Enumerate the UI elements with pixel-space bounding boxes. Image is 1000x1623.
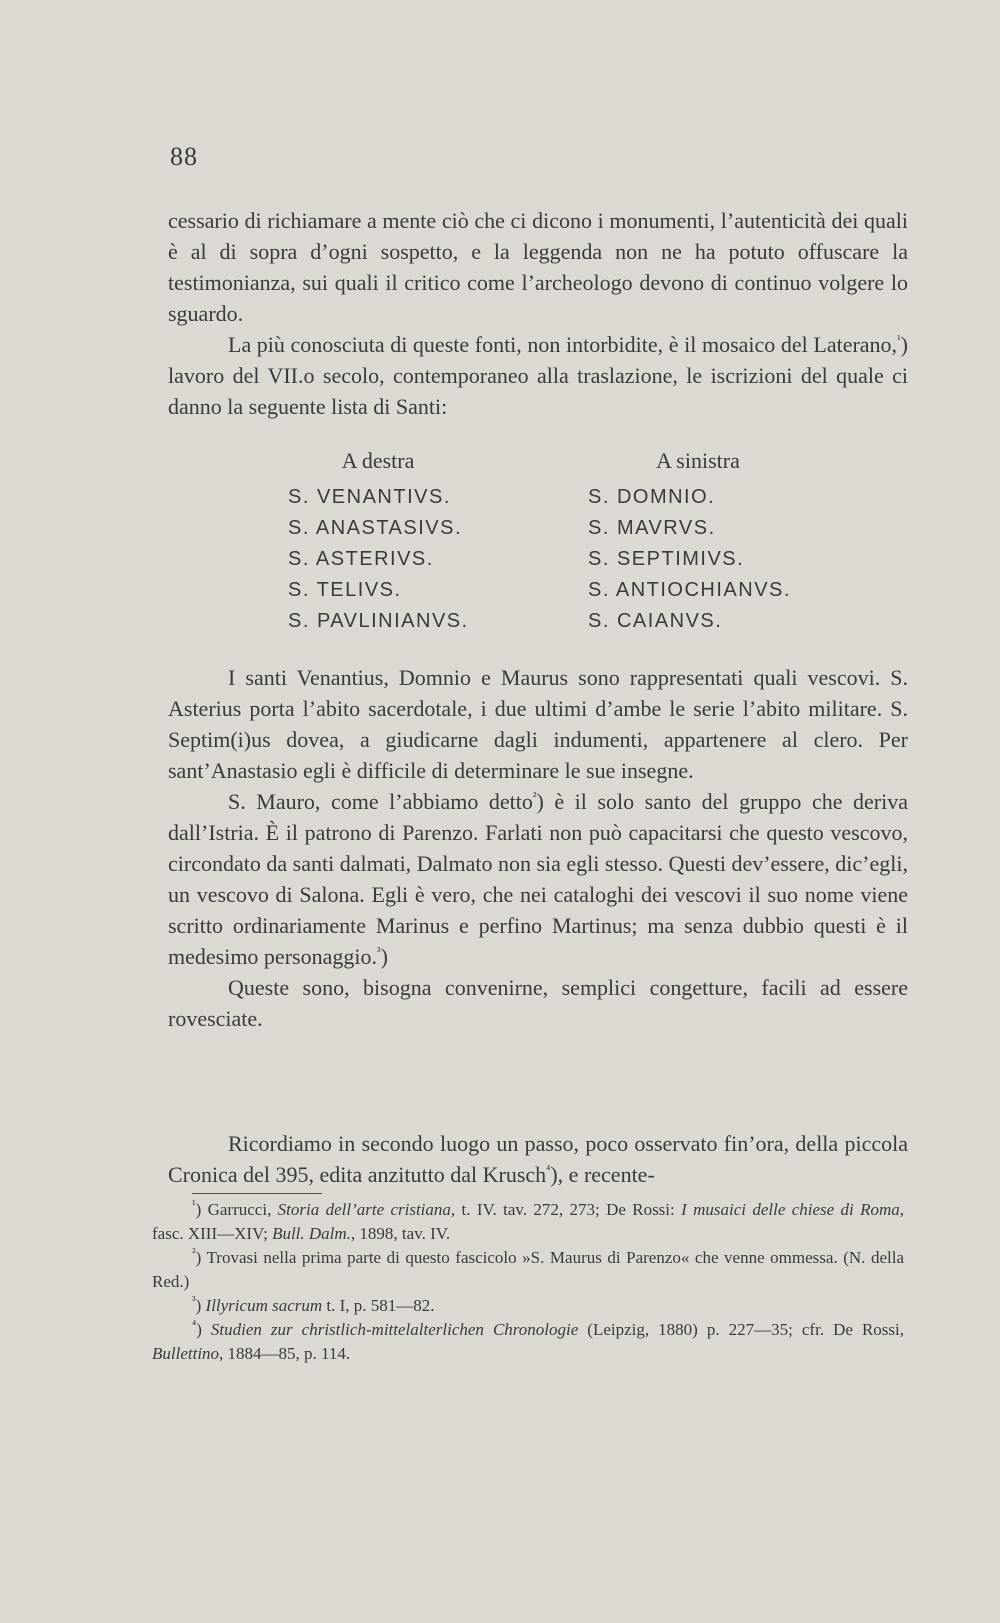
footnote-text: t. I, p. 581—82. bbox=[322, 1296, 435, 1315]
column-heading-a-sinistra: A sinistra bbox=[656, 448, 740, 473]
saint-entry: S. VENANTIVS. bbox=[288, 486, 451, 508]
footnote-text: ) bbox=[195, 1296, 206, 1315]
top-text-block bbox=[168, 205, 908, 422]
page-number: 88 bbox=[170, 142, 198, 171]
bottom-text-block bbox=[168, 1128, 908, 1190]
paragraph-mosaic bbox=[168, 329, 908, 422]
footnote-title: Illyricum sacrum bbox=[205, 1296, 323, 1315]
footnote-text: ) bbox=[196, 1320, 211, 1339]
paragraph-cronica-part2: ), e recente- bbox=[550, 1162, 655, 1187]
footnote-title: Bullettino bbox=[152, 1344, 220, 1363]
paragraph-mauro-part3: ) bbox=[380, 944, 388, 969]
footnote-ref-4: ⁴ bbox=[546, 1162, 551, 1177]
footnote-text: , 1898, tav. IV. bbox=[350, 1224, 451, 1243]
footnote-ref-1: ¹ bbox=[897, 332, 901, 347]
footnote-title: Studien zur christlich-mittelalterlichen Chronologie bbox=[210, 1320, 579, 1339]
footnote-4 bbox=[152, 1318, 904, 1366]
paragraph-congetture: Queste sono, bisogna convenirne, semplici congetture, facili ad essere rovesciate. bbox=[168, 975, 908, 1031]
paragraph-mauro bbox=[168, 786, 908, 972]
paragraph-mauro-part2: ) è il solo santo del gruppo che deriva dall’Istria. È il patrono di Parenzo. Farlati non può capacitarsi che questo vescovo, circondato da santi dalmati, Dalmato non sia egli stesso. Questi dev’essere, dic’egli, un vescovo di Salona. Egli è vero, che nei cataloghi dei vescovi il suo nome viene scritto ordinariamente Marinus e perfino Martinus; ma senza dubbio questi è il medesimo personaggio. bbox=[168, 789, 908, 969]
saint-entry: S. ASTERIVS. bbox=[288, 548, 434, 570]
footnote-text: , fasc. XIII—XIV; bbox=[152, 1200, 904, 1243]
footnote-text: , 1884—85, p. 114. bbox=[219, 1344, 351, 1363]
footnote-mark: ⁴ bbox=[192, 1317, 197, 1332]
saint-entry: S. TELIVS. bbox=[288, 579, 402, 601]
footnote-text: , t. IV. tav. 272, 273; De Rossi: bbox=[450, 1200, 682, 1219]
paragraph-cronica bbox=[168, 1128, 908, 1190]
footnotes bbox=[152, 1198, 904, 1366]
saint-entry: S. ANASTASIVS. bbox=[288, 517, 463, 539]
paragraph-mosaic-part1: La più conosciuta di queste fonti, non intorbidite, è il mosaico del Laterano, bbox=[228, 332, 898, 357]
saint-entry: S. CAIANVS. bbox=[588, 610, 723, 632]
paragraph-cronica-part1: Ricordiamo in secondo luogo un passo, poco osservato fin’ora, della piccola Cronica del 395, edita anzitutto dal Krusch bbox=[168, 1131, 908, 1187]
middle-text-block bbox=[168, 662, 908, 1034]
footnote-2 bbox=[152, 1246, 904, 1294]
saints-column-left-side bbox=[588, 448, 798, 637]
footnote-title: Storia dell’arte cristiana bbox=[277, 1200, 451, 1219]
footnote-text: ) Garrucci, bbox=[195, 1200, 278, 1219]
saint-entry: S. PAVLINIANVS. bbox=[288, 610, 469, 632]
saints-column-right-side bbox=[288, 448, 478, 637]
footnote-title: I musaici delle chiese di Roma bbox=[681, 1200, 900, 1219]
column-heading-a-destra: A destra bbox=[341, 448, 415, 473]
footnote-mark: ² bbox=[192, 1245, 196, 1260]
footnote-3 bbox=[152, 1294, 904, 1318]
footnote-1 bbox=[152, 1198, 904, 1246]
footnote-title: Bull. Dalm. bbox=[272, 1224, 351, 1243]
paragraph-mauro-part1: S. Mauro, come l’abbiamo detto bbox=[228, 789, 533, 814]
footnote-text: ) Trovasi nella prima parte di questo fascicolo »S. Maurus di Parenzo« che venne ommessa. (N. della Red.) bbox=[152, 1248, 904, 1291]
saint-entry: S. SEPTIMIVS. bbox=[588, 548, 745, 570]
saint-entry: S. DOMNIO. bbox=[588, 486, 716, 508]
paragraph-continuation: cessario di richiamare a mente ciò che ci dicono i monumenti, l’autenticità dei quali è al di sopra d’ogni sospetto, e la leggenda non ne ha potuto offuscare la testimonianza, sui quali il critico come l’archeologo devono di continuo volgere lo sguardo. bbox=[168, 208, 908, 326]
saint-entry: S. MAVRVS. bbox=[588, 517, 716, 539]
footnote-ref-3: ³ bbox=[376, 944, 381, 959]
saint-entry: S. ANTIOCHIANVS. bbox=[588, 579, 791, 601]
paragraph-saints: I santi Venantius, Domnio e Maurus sono rappresentati quali vescovi. S. Asterius porta l’abito sacerdotale, i due ultimi d’ambe le serie l’abito militare. S. Septim(i)us dovea, a giudicarne dagli indumenti, appartenere al clero. Per sant’Anastasio egli è difficile di determinare le sue insegne. bbox=[168, 665, 908, 783]
footnote-ref-2: ² bbox=[532, 789, 537, 804]
footnote-mark: ³ bbox=[192, 1293, 196, 1308]
paragraph-mosaic-part2: ) lavoro del VII.o secolo, contemporaneo alla traslazione, le iscrizioni del quale ci danno la seguente lista di Santi: bbox=[168, 332, 908, 419]
footnote-divider bbox=[192, 1193, 322, 1194]
footnote-mark: ¹ bbox=[192, 1197, 196, 1212]
footnote-text: (Leipzig, 1880) p. 227—35; cfr. De Rossi, bbox=[578, 1320, 904, 1339]
